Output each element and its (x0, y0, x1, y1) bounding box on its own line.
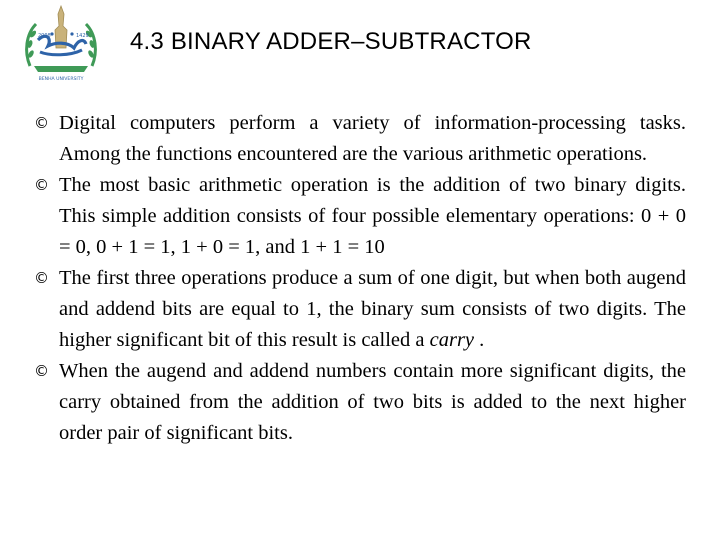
bullet-item (34, 263, 686, 356)
bullet-item (34, 356, 686, 449)
bullet-item (34, 170, 686, 263)
bullet-marker-icon: © (34, 114, 49, 132)
bullet-marker-icon: © (34, 269, 49, 287)
bullet-text: The most basic arithmetic operation is the addition of two binary digits. This simple addition consists of four possible elementary operations: 0 + 0 = 0, 0 + 1 = 1, 1 + 0 = 1, and 1 + 1 = 10 (59, 174, 686, 258)
slide-title: 4.3 BINARY ADDER–SUBTRACTOR (130, 28, 532, 55)
bullet-item (34, 108, 686, 170)
carry-term: carry (429, 329, 475, 351)
bullet-text-end: . (474, 329, 485, 351)
bullet-marker-icon: © (34, 362, 49, 380)
bullet-text: The first three operations produce a sum of one digit, but when both augend and addend bits are equal to 1, the binary sum consists of two digits. The higher significant bit of this result is called a (59, 267, 686, 351)
logo-year-left: 2008 (38, 33, 51, 39)
bullet-text: When the augend and addend numbers contain more significant digits, the carry obtained from the addition of two bits is added to the next higher order pair of significant bits. (59, 360, 686, 444)
logo-caption: BENHA UNIVERSITY (38, 77, 84, 82)
logo-year-right: 1429 (76, 33, 89, 39)
bullet-text: Digital computers perform a variety of information-processing tasks. Among the functions encountered are the various arithmetic operations. (59, 112, 686, 165)
bullet-list (34, 108, 686, 449)
bullet-marker-icon: © (34, 176, 49, 194)
university-seal-icon (22, 4, 100, 84)
